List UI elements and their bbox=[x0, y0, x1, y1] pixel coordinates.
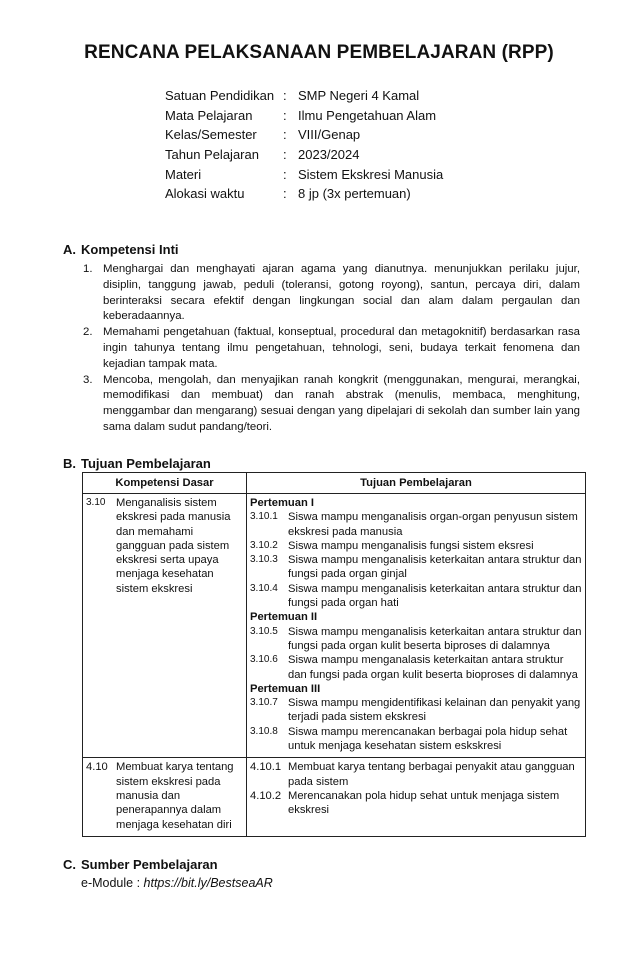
tp-item bbox=[250, 789, 583, 818]
meeting-label: Pertemuan II bbox=[250, 611, 318, 624]
source-label: e-Module : bbox=[81, 876, 144, 890]
tp-text: Siswa mampu menganalisis keterkaitan antara struktur dan fungsi pada organ kulit beserta biproses di dalamnya bbox=[288, 625, 582, 652]
tp-text: Siswa mampu menganalisis keterkaitan antara struktur dan fungsi pada organ hati bbox=[288, 582, 582, 610]
info-colon: : bbox=[283, 186, 287, 202]
table-cell bbox=[83, 494, 247, 758]
list-text: Memahami pengetahuan (faktual, konseptual, procedural dan metagoknitif) berdasarkan rasa ingin tahunya tentang ilmu pengetahuan, tehnologi, seni, budaya terkait fenomena dan kejadian tampak mata. bbox=[103, 326, 580, 370]
info-colon: : bbox=[283, 147, 287, 163]
tp-text: Merencanakan pola hidup sehat untuk menjaga sistem ekskresi bbox=[288, 789, 560, 817]
list-number: 3. bbox=[83, 373, 93, 386]
tp-number: 3.10.2 bbox=[250, 539, 278, 551]
tujuan-table bbox=[82, 472, 586, 837]
tp-number: 3.10.7 bbox=[250, 697, 278, 709]
column-header: Tujuan Pembelajaran bbox=[247, 473, 586, 494]
tp-number: 4.10.2 bbox=[250, 789, 282, 802]
section-letter: B. bbox=[63, 456, 76, 471]
tp-number: 3.10.8 bbox=[250, 725, 278, 737]
info-label: Satuan Pendidikan bbox=[165, 88, 275, 104]
tp-item bbox=[250, 696, 583, 725]
table-row bbox=[83, 758, 586, 836]
tp-text: Siswa mampu menganalasis keterkaitan antara struktur dan fungsi pada organ kulit beserta bioproses di dalamnya bbox=[288, 654, 578, 681]
tp-item bbox=[250, 510, 583, 539]
table-row bbox=[83, 494, 586, 758]
tp-number: 4.10.1 bbox=[250, 761, 282, 774]
tp-text: Membuat karya tentang berbagai penyakit atau gangguan pada sistem bbox=[288, 761, 575, 788]
info-label: Mata Pelajaran bbox=[165, 107, 253, 123]
tp-number: 3.10.6 bbox=[250, 654, 278, 666]
info-label: Kelas/Semester bbox=[165, 127, 257, 143]
kd-text: Menganalisis sistem ekskresi pada manusia dan memahami gangguan pada sistem ekskresi serta upaya menjaga kesehatan sistem ekskresi bbox=[116, 497, 231, 595]
table-cell bbox=[247, 758, 586, 836]
info-row bbox=[165, 164, 443, 184]
list-item bbox=[83, 262, 580, 325]
tp-item bbox=[250, 760, 583, 789]
section-title: Kompetensi Inti bbox=[81, 242, 179, 257]
tp-number: 3.10.3 bbox=[250, 554, 278, 566]
info-block bbox=[165, 86, 443, 204]
kd-number: 4.10 bbox=[86, 761, 108, 774]
table-cell bbox=[247, 494, 586, 758]
tp-item bbox=[250, 625, 583, 654]
info-colon: : bbox=[283, 127, 287, 143]
info-value: 8 jp (3x pertemuan) bbox=[298, 186, 411, 202]
kd-item bbox=[86, 496, 244, 596]
kompetensi-inti-list bbox=[83, 262, 580, 436]
info-value: SMP Negeri 4 Kamal bbox=[298, 88, 420, 104]
tp-item bbox=[250, 553, 583, 582]
section-letter: C. bbox=[63, 857, 76, 872]
list-text: Menghargai dan menghayati ajaran agama yang dianutnya. menunjukkan perilaku jujur, disiplin, tanggung jawab, peduli (toleransi, gotong royong), santun, percaya diri, dalam berinteraksi secara efektif dengan lingkungan social dan alam dalam pergaulan dan keberadaannya. bbox=[103, 263, 580, 323]
list-number: 2. bbox=[83, 326, 93, 339]
tp-number: 3.10.5 bbox=[250, 625, 278, 637]
source-link[interactable]: https://bit.ly/BestseaAR bbox=[143, 876, 273, 890]
info-row bbox=[165, 184, 443, 204]
tp-number: 3.10.1 bbox=[250, 511, 278, 523]
info-value: Sistem Ekskresi Manusia bbox=[298, 166, 444, 182]
list-number: 1. bbox=[83, 263, 93, 275]
section-b-heading bbox=[63, 456, 211, 471]
info-colon: : bbox=[283, 88, 287, 104]
table-header-row bbox=[83, 473, 586, 494]
tp-text: Siswa mampu menganalisis fungsi sistem eksresi bbox=[288, 539, 534, 552]
section-title: Tujuan Pembelajaran bbox=[81, 456, 211, 471]
info-colon: : bbox=[283, 166, 287, 182]
info-row bbox=[165, 106, 443, 126]
meeting-label: Pertemuan I bbox=[250, 497, 315, 509]
section-title: Sumber Pembelajaran bbox=[81, 857, 218, 872]
info-row bbox=[165, 86, 443, 106]
kd-item bbox=[86, 760, 244, 831]
kd-number: 3.10 bbox=[86, 497, 106, 508]
info-colon: : bbox=[283, 107, 287, 123]
tp-number: 3.10.4 bbox=[250, 582, 278, 594]
tp-item bbox=[250, 582, 583, 611]
column-header: Kompetensi Dasar bbox=[83, 473, 247, 494]
section-letter: A. bbox=[63, 242, 76, 257]
section-c-heading bbox=[63, 857, 218, 872]
info-label: Alokasi waktu bbox=[165, 186, 245, 202]
tp-item bbox=[250, 653, 583, 682]
tp-item bbox=[250, 725, 583, 754]
info-value: VIII/Genap bbox=[298, 127, 361, 143]
info-row bbox=[165, 145, 443, 165]
info-value: 2023/2024 bbox=[298, 147, 360, 163]
info-label: Materi bbox=[165, 166, 202, 182]
info-value: Ilmu Pengetahuan Alam bbox=[298, 107, 437, 123]
list-item bbox=[83, 325, 580, 372]
kd-text: Membuat karya tentang sistem ekskresi pada manusia dan penerapannya dalam menjaga kesehatan diri bbox=[116, 761, 234, 831]
tp-item bbox=[250, 539, 583, 553]
tp-text: Siswa mampu mengidentifikasi kelainan dan penyakit yang terjadi pada sistem ekskresi bbox=[288, 697, 581, 724]
source-line bbox=[81, 876, 273, 890]
meeting-label: Pertemuan III bbox=[250, 682, 321, 695]
list-text: Mencoba, mengolah, dan menyajikan ranah kongkrit (menggunakan, mengurai, merangkai, memodifikasi dan membuat) dan ranah abstrak (menulis, membaca, menghitung, menggambar dan mengarang) sesuai dengan yang dipelajari di sekolah dan sumber lain yang sama dalam sudut pandang/teori. bbox=[103, 373, 580, 433]
tp-text: Siswa mampu menganalisis organ-organ penyusun sistem ekskresi pada manusia bbox=[288, 511, 578, 538]
info-label: Tahun Pelajaran bbox=[165, 147, 259, 163]
info-row bbox=[165, 125, 443, 145]
page-title: RENCANA PELAKSANAAN PEMBELAJARAN (RPP) bbox=[84, 42, 554, 63]
tp-text: Siswa mampu menganalisis keterkaitan antara struktur dan fungsi pada organ ginjal bbox=[288, 554, 582, 581]
tp-text: Siswa mampu merencanakan berbagai pola hidup sehat untuk menjaga kesehatan sistem eskskresi bbox=[288, 725, 568, 753]
list-item bbox=[83, 373, 580, 436]
table-cell bbox=[83, 758, 247, 836]
section-a-heading bbox=[63, 242, 179, 257]
